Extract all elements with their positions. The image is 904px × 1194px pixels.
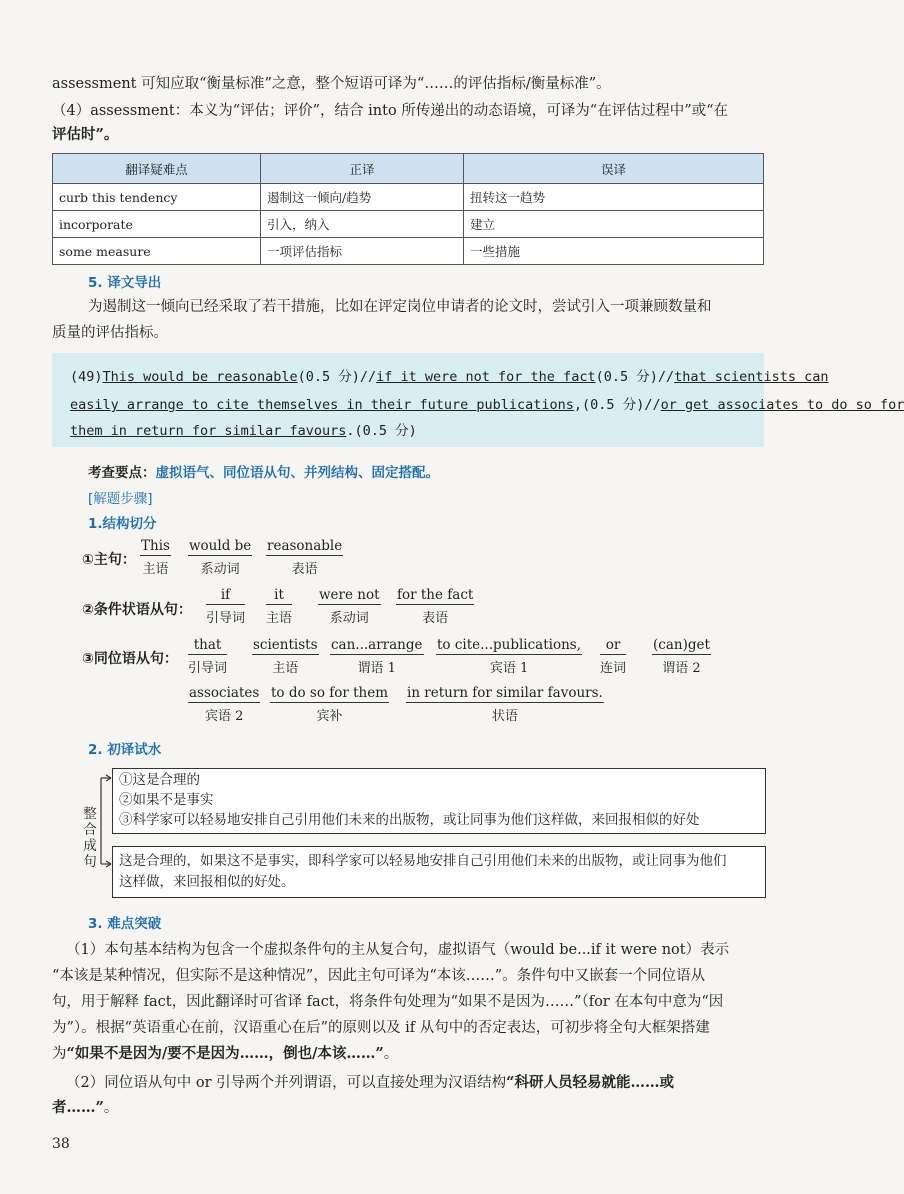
table-cell: 建立	[464, 211, 764, 238]
table-cell: 一些措施	[464, 238, 764, 265]
question-part-4a: or get associates to do so for	[660, 397, 904, 413]
combined-line-2: 这样做，来回报相似的好处。	[119, 874, 295, 890]
question-part-3b: easily arrange to cite themselves in their future publications	[70, 397, 574, 413]
table-row	[53, 238, 764, 265]
appositive-clause-label: ③同位语从句：	[82, 651, 178, 667]
intro-line-3: 评估时”。	[52, 126, 119, 143]
appositive-segment: can...arrange 谓语 1	[331, 637, 423, 676]
appositive-segment: scientists 主语	[253, 637, 318, 676]
condition-segment: it 主语	[266, 587, 293, 626]
main-segment: This 主语	[141, 538, 170, 577]
paragraph-2-line-last: 者……”。	[52, 1099, 119, 1116]
table-cell: 遏制这一倾向/趋势	[261, 184, 464, 211]
exam-points-label: 考查要点：	[88, 465, 156, 481]
condition-segment: if 引导词	[206, 587, 246, 626]
translation-table	[52, 153, 764, 265]
table-header: 正译	[261, 154, 464, 184]
translation-item: ①这是合理的	[119, 772, 200, 788]
question-part-2: if it were not for the fact	[376, 369, 596, 385]
score: .(0.5 分)	[346, 423, 417, 439]
section-5-line-2: 质量的评估指标。	[52, 325, 168, 341]
question-part-4b: them in return for similar favours	[70, 423, 347, 439]
table-cell: incorporate	[53, 211, 261, 238]
step-1-heading: 1.结构切分	[88, 516, 157, 532]
table-cell: 一项评估指标	[261, 238, 464, 265]
paragraph-1-line: 句，用于解释 fact，因此翻译时可省译 fact，将条件句处理为“如果不是因为……”（for 在本句中意为“因	[52, 994, 724, 1010]
appositive-segment: to do so for them 宾补	[271, 685, 389, 724]
combined-translation-box	[112, 846, 766, 898]
section-5-heading: 5. 译文导出	[88, 275, 162, 291]
appositive-segment: (can)get 谓语 2	[653, 637, 710, 676]
table-cell: 引入，纳入	[261, 211, 464, 238]
paragraph-1-line: 为”）。根据“英语重心在前，汉语重心在后”的原则以及 if 从句中的否定表达，可初步将全句大框架搭建	[52, 1020, 710, 1036]
table-cell: 扭转这一趋势	[464, 184, 764, 211]
steps-label: [解题步骤]	[88, 491, 153, 507]
question-box	[52, 353, 904, 447]
intro-line-2: （4）assessment：本义为“评估；评价”，结合 into 所传递出的动态语境，可译为“在评估过程中”或“在	[52, 103, 729, 119]
exam-points-value: 虚拟语气、同位语从句、并列结构、固定搭配。	[155, 465, 439, 481]
table-cell: curb this tendency	[53, 184, 261, 211]
condition-segment: for the fact 表语	[397, 587, 474, 626]
combine-label: 整合成句	[83, 806, 97, 870]
exam-points	[88, 461, 439, 481]
appositive-segment: to cite...publications, 宾语 1	[437, 637, 582, 676]
section-5-line-1: 为遏制这一倾向已经采取了若干措施，比如在评定岗位申请者的论文时，尝试引入一项兼顾数量和	[88, 299, 712, 315]
condition-segment: were not 系动词	[319, 587, 380, 626]
question-line-2	[70, 393, 904, 413]
appositive-segment: in return for similar favours. 状语	[407, 685, 603, 724]
question-line-3	[70, 419, 760, 439]
condition-clause-label: ②条件状语从句：	[82, 602, 192, 618]
score: ,(0.5 分)//	[573, 397, 661, 413]
appositive-segment: associates 宾语 2	[189, 685, 260, 724]
initial-translation-box	[112, 768, 766, 834]
score: (0.5 分)//	[297, 369, 377, 385]
table-row	[53, 184, 764, 211]
main-segment: reasonable 表语	[267, 538, 343, 577]
page-number: 38	[52, 1136, 70, 1152]
appositive-segment: that 引导词	[188, 637, 228, 676]
score: (0.5 分)//	[595, 369, 675, 385]
table-header: 翻译疑难点	[53, 154, 261, 184]
combined-line-1: 这是合理的，如果这不是事实，即科学家可以轻易地安排自己引用他们未来的出版物，或让同事为他们	[119, 853, 727, 869]
step-3-heading: 3. 难点突破	[88, 916, 162, 932]
question-line-1	[70, 365, 829, 385]
question-number: (49)	[70, 369, 103, 385]
paragraph-1-line: （1）本句基本结构为包含一个虚拟条件句的主从复合句，虚拟语气（would be...if it were not）表示	[66, 942, 730, 958]
question-part-3a: that scientists can	[674, 369, 829, 385]
paragraph-1-line: “本该是某种情况，但实际不是这种情况”，因此主句可译为“本该……”。条件句中又嵌套一个同位语从	[52, 968, 706, 984]
appositive-segment: or 连词	[600, 637, 627, 676]
table-row	[53, 211, 764, 238]
main-segment: would be 系动词	[189, 538, 252, 577]
step-2-heading: 2. 初译试水	[88, 742, 162, 758]
paragraph-2-line: （2）同位语从句中 or 引导两个并列谓语，可以直接处理为汉语结构“科研人员轻易就能……或	[66, 1074, 674, 1091]
question-part-1: This would be reasonable	[102, 369, 298, 385]
translation-item: ③科学家可以轻易地安排自己引用他们未来的出版物，或让同事为他们这样做，来回报相似的好处	[119, 812, 700, 828]
intro-line-1: assessment 可知应取“衡量标准”之意，整个短语可译为“……的评估指标/衡量标准”。	[52, 76, 611, 92]
translation-item: ②如果不是事实	[119, 792, 214, 808]
table-header: 误译	[464, 154, 764, 184]
main-clause-label: ①主句：	[82, 552, 136, 568]
paragraph-1-line-last: 为“如果不是因为/要不是因为……，倒也/本该……”。	[52, 1045, 399, 1062]
table-cell: some measure	[53, 238, 261, 265]
